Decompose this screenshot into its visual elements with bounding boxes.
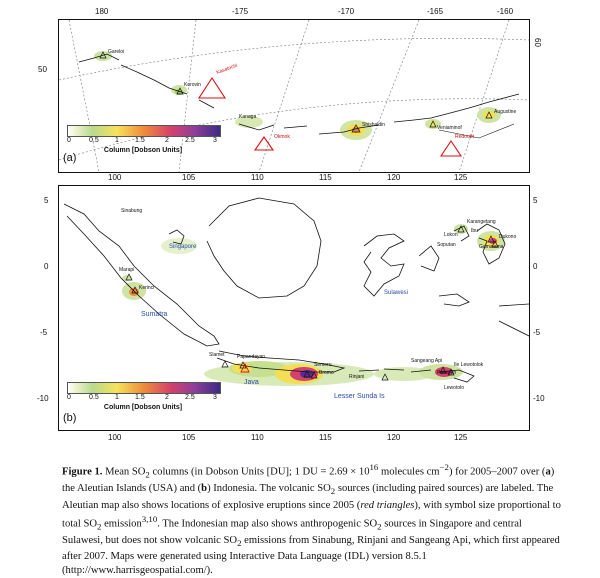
lat-tick: -5 xyxy=(533,328,541,337)
lon-tick: 110 xyxy=(251,173,264,182)
lat-tick: -5 xyxy=(40,328,48,337)
lon-tick: 125 xyxy=(454,433,468,442)
lon-tick: 105 xyxy=(182,173,196,182)
svg-text:Semeru: Semeru xyxy=(314,362,332,368)
colorbar-a: 0 0.5 1 1.5 2 2.5 3 Column [Dobson Units] xyxy=(67,125,227,160)
lon-tick: 105 xyxy=(182,433,196,442)
svg-text:Karangetang: Karangetang xyxy=(467,219,496,225)
svg-text:Gareloi: Gareloi xyxy=(108,49,125,55)
lon-tick: 100 xyxy=(108,433,122,442)
region-sulawesi: Sulawesi xyxy=(384,290,409,296)
svg-text:Lewotolo: Lewotolo xyxy=(444,385,465,391)
svg-text:Gamalama: Gamalama xyxy=(479,244,504,250)
region-lesser-sunda: Lesser Sunda Is xyxy=(334,393,385,400)
lat-tick: 0 xyxy=(44,262,49,271)
indonesia-map xyxy=(58,185,530,431)
svg-text:Sinabung: Sinabung xyxy=(121,208,143,214)
svg-text:Kanaga: Kanaga xyxy=(239,114,257,120)
svg-text:Veniaminof: Veniaminof xyxy=(437,125,462,131)
svg-text:Slamet: Slamet xyxy=(209,352,225,358)
svg-text:Lokon: Lokon xyxy=(444,232,458,238)
aleutian-map xyxy=(58,19,530,173)
svg-text:Dukono: Dukono xyxy=(499,234,517,240)
svg-text:Redoubt: Redoubt xyxy=(455,134,474,140)
colorbar-label: Column [Dobson Units] xyxy=(103,147,183,154)
panel-a-letter: (a) xyxy=(63,152,77,164)
lon-tick: 125 xyxy=(454,173,468,182)
svg-text:Sangeang Api: Sangeang Api xyxy=(411,358,443,364)
svg-text:Bromo: Bromo xyxy=(319,370,334,376)
svg-text:Shishaldin: Shishaldin xyxy=(362,122,386,128)
svg-text:Korovin: Korovin xyxy=(184,82,201,88)
svg-text:Ibu: Ibu xyxy=(471,228,478,234)
volcano-labels xyxy=(108,49,516,131)
lon-tick: -160 xyxy=(497,7,514,16)
lon-tick: 180 xyxy=(95,7,109,16)
lon-tick: 100 xyxy=(108,173,122,182)
lat-tick: 5 xyxy=(533,196,538,205)
region-java: Java xyxy=(244,379,259,386)
volcano-labels xyxy=(119,208,516,391)
svg-text:Papandayan: Papandayan xyxy=(237,354,266,360)
svg-text:Kasatochi: Kasatochi xyxy=(215,62,239,76)
svg-text:Marapi: Marapi xyxy=(119,267,135,273)
lon-tick: 120 xyxy=(387,173,401,182)
region-sumatra: Sumatra xyxy=(141,311,168,318)
lat-tick: 50 xyxy=(38,65,47,74)
svg-text:Augustine: Augustine xyxy=(494,109,517,115)
lon-tick: 115 xyxy=(319,173,332,182)
lon-tick: 120 xyxy=(387,433,401,442)
colorbar-gradient xyxy=(67,382,221,394)
svg-text:Soputan: Soputan xyxy=(437,242,456,248)
svg-text:Kerinci: Kerinci xyxy=(139,285,155,291)
svg-text:Ile Lewotolok: Ile Lewotolok xyxy=(454,362,484,368)
lat-tick: 5 xyxy=(44,196,49,205)
lon-tick: -170 xyxy=(338,7,355,16)
colorbar-gradient xyxy=(67,125,221,137)
figure-number: Figure 1. xyxy=(62,466,103,478)
lat-tick: -10 xyxy=(533,394,545,403)
figure-caption: Figure 1. Mean $SO_2$ columns (in Dobson Units [DU]; 1 DU = $2.69 \times 10^{16}$ molecules $cm^{-2}$) for 2005–2007 over (a) the Aleutian Islands (USA) and (b) Indonesia. The volcanic $SO_2$ sources (including paired sources) are labeled. The Aleutian map also shows locations of explosive eruptions since 2005 (red triangles), with symbol size proportional to total $SO_2$ emission$^{3,10}$. The Indonesian map also shows anthropogenic $SO_2$ sources in Singapore and central Sulawesi, but does not show volcanic $SO_2$ emissions from Sinabung, Rinjani and Sangeang Api, which first appeared after 2007. Maps were generated using Interactive Data Language (IDL) version 8.5.1 (http://www.harrisgeospatial.com/). xyxy=(62,462,561,577)
lon-tick: 115 xyxy=(319,433,332,442)
lat-tick: 0 xyxy=(533,262,538,271)
svg-text:Paluweh: Paluweh xyxy=(437,370,457,376)
lat-tick: -10 xyxy=(37,394,49,403)
svg-text:Okmok: Okmok xyxy=(274,134,290,140)
lon-tick: -175 xyxy=(232,7,249,16)
lon-tick: 110 xyxy=(251,433,264,442)
lat-tick: 60 xyxy=(532,38,542,47)
svg-text:Rinjani: Rinjani xyxy=(349,374,365,380)
lon-tick: -165 xyxy=(427,7,444,16)
region-singapore: Singapore xyxy=(169,244,197,250)
colorbar-label: Column [Dobson Units] xyxy=(103,404,183,411)
panel-b-letter: (b) xyxy=(63,412,77,424)
colorbar-b: 0 0.5 1 1.5 2 2.5 3 Column [Dobson Units] xyxy=(67,382,227,417)
